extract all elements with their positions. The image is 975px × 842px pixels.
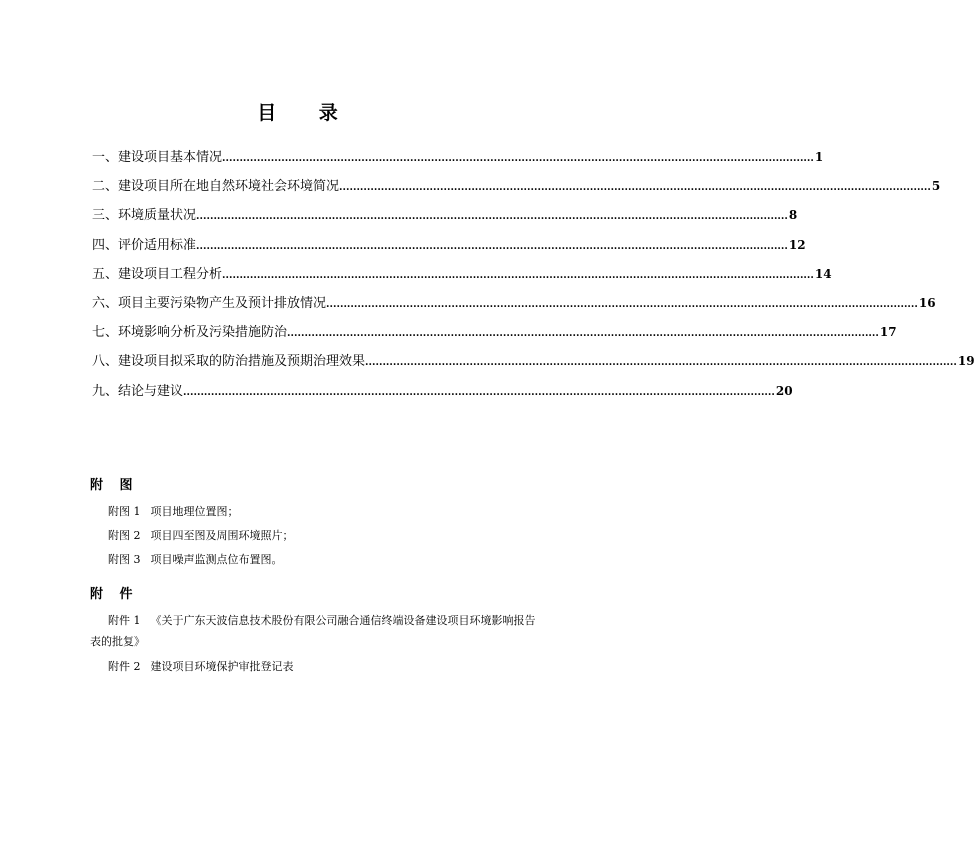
toc-entry-page: 14 <box>814 266 832 281</box>
toc-entry-page: 20 <box>775 383 793 398</box>
toc-leader-dots: .......................................................................................................................................................................... <box>365 357 957 369</box>
toc-entry-title: 评价适用标准 <box>118 237 197 253</box>
toc-leader-dots: .......................................................................................................................................................................... <box>222 153 814 164</box>
toc-entry[interactable] <box>92 321 897 350</box>
toc-leader-dots: .......................................................................................................................................................................... <box>196 240 788 252</box>
toc-entry-number: 四、 <box>92 237 119 253</box>
toc-entry-page: 19 <box>957 354 975 369</box>
page-title: 目 录 <box>257 102 356 124</box>
toc-entry-number: 九、 <box>92 383 119 399</box>
toc-leader-dots: .......................................................................................................................................................................... <box>326 298 918 310</box>
toc-entry-number: 六、 <box>92 295 119 311</box>
toc-entry-number: 五、 <box>92 266 119 282</box>
toc-entry[interactable] <box>92 234 806 263</box>
attachment-label: 附件 1 <box>108 614 141 627</box>
toc-entry-title: 建设项目工程分析 <box>118 266 223 282</box>
toc-entry-page: 5 <box>931 179 941 194</box>
table-of-contents <box>92 146 975 409</box>
toc-entry-title: 建设项目拟采取的防治措施及预期治理效果 <box>118 354 366 370</box>
toc-entry-page: 12 <box>788 237 806 252</box>
attachment-item <box>108 658 294 674</box>
toc-entry-title: 建设项目基本情况 <box>118 150 223 165</box>
toc-entry-page: 1 <box>814 150 824 164</box>
figure-item <box>108 503 239 519</box>
attachments-heading: 附 件 <box>90 587 139 602</box>
toc-entry[interactable] <box>92 350 975 379</box>
figure-text: 项目地理位置图； <box>150 505 239 518</box>
toc-entry[interactable] <box>92 263 832 292</box>
toc-entry[interactable] <box>92 146 824 175</box>
figure-text: 项目噪声监测点位布置图。 <box>150 553 283 566</box>
toc-entry[interactable] <box>92 204 798 233</box>
toc-entry-number: 一、 <box>92 150 119 165</box>
toc-entry-title: 结论与建议 <box>118 383 184 399</box>
figure-label: 附图 2 <box>108 529 141 542</box>
figure-item <box>108 527 294 543</box>
attachment-label: 附件 2 <box>108 660 141 673</box>
toc-entry-title: 环境影响分析及污染措施防治 <box>118 325 288 341</box>
toc-leader-dots: .......................................................................................................................................................................... <box>339 182 931 194</box>
toc-entry-number: 八、 <box>92 354 119 370</box>
figure-label: 附图 3 <box>108 553 141 566</box>
figure-label: 附图 1 <box>108 505 141 518</box>
toc-entry-title: 项目主要污染物产生及预计排放情况 <box>118 295 327 311</box>
toc-leader-dots: .......................................................................................................................................................................... <box>287 328 879 340</box>
figure-item <box>108 551 283 567</box>
figures-heading: 附 图 <box>90 478 139 493</box>
toc-entry-number: 三、 <box>92 208 119 224</box>
toc-entry[interactable] <box>92 380 793 409</box>
toc-leader-dots: .......................................................................................................................................................................... <box>183 386 775 398</box>
toc-entry-page: 16 <box>918 295 936 310</box>
figure-text: 项目四至图及周围环境照片； <box>150 529 294 542</box>
toc-entry[interactable] <box>92 175 941 204</box>
toc-entry-page: 17 <box>879 325 897 340</box>
toc-leader-dots: .......................................................................................................................................................................... <box>196 211 788 223</box>
attachment-text: 建设项目环境保护审批登记表 <box>150 660 294 673</box>
toc-entry-page: 8 <box>788 208 798 223</box>
attachment-text: 《关于广东天波信息技术股份有限公司融合通信终端设备建设项目环境影响报告表的批复》 <box>90 614 536 648</box>
toc-entry-number: 七、 <box>92 325 119 341</box>
toc-leader-dots: .......................................................................................................................................................................... <box>222 269 814 281</box>
toc-entry-title: 建设项目所在地自然环境社会环境简况 <box>118 179 340 195</box>
toc-entry-number: 二、 <box>92 179 119 195</box>
toc-entry-title: 环境质量状况 <box>118 208 197 224</box>
attachment-item <box>90 610 542 652</box>
toc-entry[interactable] <box>92 292 936 321</box>
